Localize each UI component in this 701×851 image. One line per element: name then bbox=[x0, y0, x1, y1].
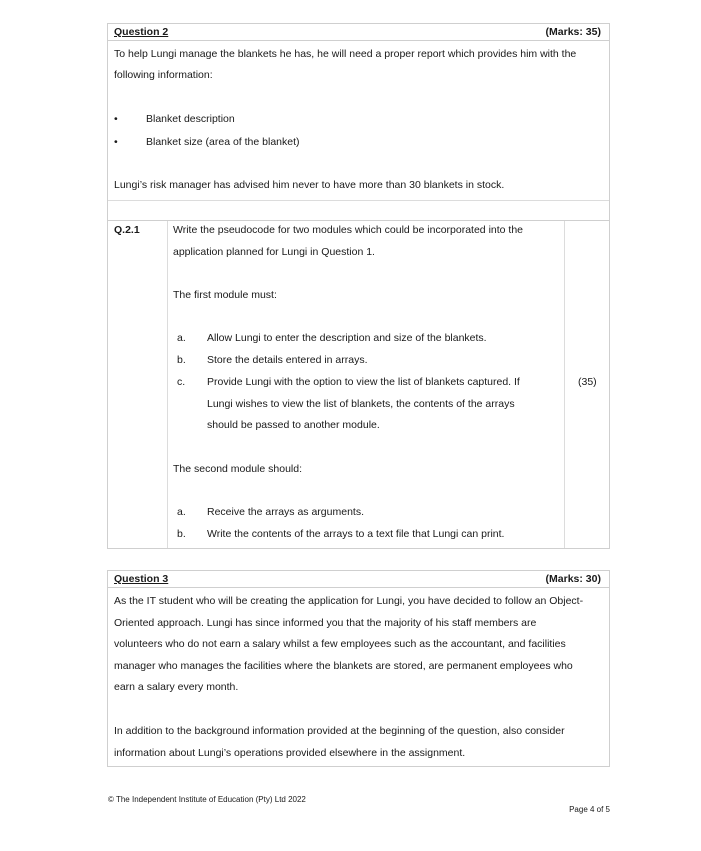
column-divider bbox=[564, 221, 565, 548]
footer-page-number: Page 4 of 5 bbox=[569, 805, 610, 814]
question-2-header bbox=[108, 24, 609, 41]
q3-para1-line: earn a salary every month. bbox=[114, 681, 239, 693]
bullet-icon: • bbox=[114, 136, 118, 148]
question-3-section bbox=[107, 570, 610, 767]
q3-para2-line: information about Lungi’s operations provided elsewhere in the assignment. bbox=[114, 747, 466, 759]
question-2-title: Question 2 bbox=[114, 26, 169, 38]
question-2-marks: (Marks: 35) bbox=[545, 26, 601, 38]
intro-line-1: To help Lungi manage the blankets he has, he will need a proper report which provides him with the bbox=[114, 48, 577, 60]
item-letter: a. bbox=[177, 332, 186, 344]
bullet-item: Blanket description bbox=[146, 113, 235, 125]
q3-para1-line: manager who manages the facilities where the blankets are stored, are permanent employees who bbox=[114, 660, 573, 672]
q3-para1-line: Oriented approach. Lungi has since informed you that the majority of his staff members are bbox=[114, 617, 537, 629]
intro-line-2: following information: bbox=[114, 69, 213, 81]
q3-para2-line: In addition to the background information provided at the beginning of the question, also consider bbox=[114, 725, 565, 737]
q21-table bbox=[107, 221, 610, 549]
question-3-title: Question 3 bbox=[114, 573, 169, 585]
q3-para1-line: volunteers who do not earn a salary whilst a few employees such as the accountant, and facilities bbox=[114, 638, 566, 650]
footer-copyright: © The Independent Institute of Education (Pty) Ltd 2022 bbox=[108, 795, 306, 804]
item-text: Provide Lungi with the option to view the list of blankets captured. If bbox=[207, 376, 520, 388]
question-2-section bbox=[107, 23, 610, 221]
q21-line-1: Write the pseudocode for two modules which could be incorporated into the bbox=[173, 224, 524, 236]
column-divider bbox=[167, 221, 168, 548]
question-number: Q.2.1 bbox=[114, 224, 140, 236]
second-module-intro: The second module should: bbox=[173, 463, 302, 475]
risk-note: Lungi’s risk manager has advised him never to have more than 30 blankets in stock. bbox=[114, 179, 505, 191]
item-letter: a. bbox=[177, 506, 186, 518]
question-3-header bbox=[108, 571, 609, 588]
divider bbox=[108, 200, 609, 201]
item-letter: b. bbox=[177, 528, 186, 540]
question-3-marks: (Marks: 30) bbox=[545, 573, 601, 585]
item-text: Receive the arrays as arguments. bbox=[207, 506, 364, 518]
item-text: Store the details entered in arrays. bbox=[207, 354, 368, 366]
q21-marks: (35) bbox=[578, 376, 597, 388]
first-module-intro: The first module must: bbox=[173, 289, 277, 301]
q3-para1-line: As the IT student who will be creating the application for Lungi, you have decided to follow an Object- bbox=[114, 595, 584, 607]
item-letter: b. bbox=[177, 354, 186, 366]
item-letter: c. bbox=[177, 376, 186, 388]
item-text: Allow Lungi to enter the description and size of the blankets. bbox=[207, 332, 487, 344]
item-text-continued: Lungi wishes to view the list of blankets, the contents of the arrays bbox=[207, 398, 515, 410]
bullet-icon: • bbox=[114, 113, 118, 125]
item-text-continued: should be passed to another module. bbox=[207, 419, 380, 431]
q21-line-2: application planned for Lungi in Question 1. bbox=[173, 246, 375, 258]
bullet-item: Blanket size (area of the blanket) bbox=[146, 136, 300, 148]
item-text: Write the contents of the arrays to a text file that Lungi can print. bbox=[207, 528, 505, 540]
